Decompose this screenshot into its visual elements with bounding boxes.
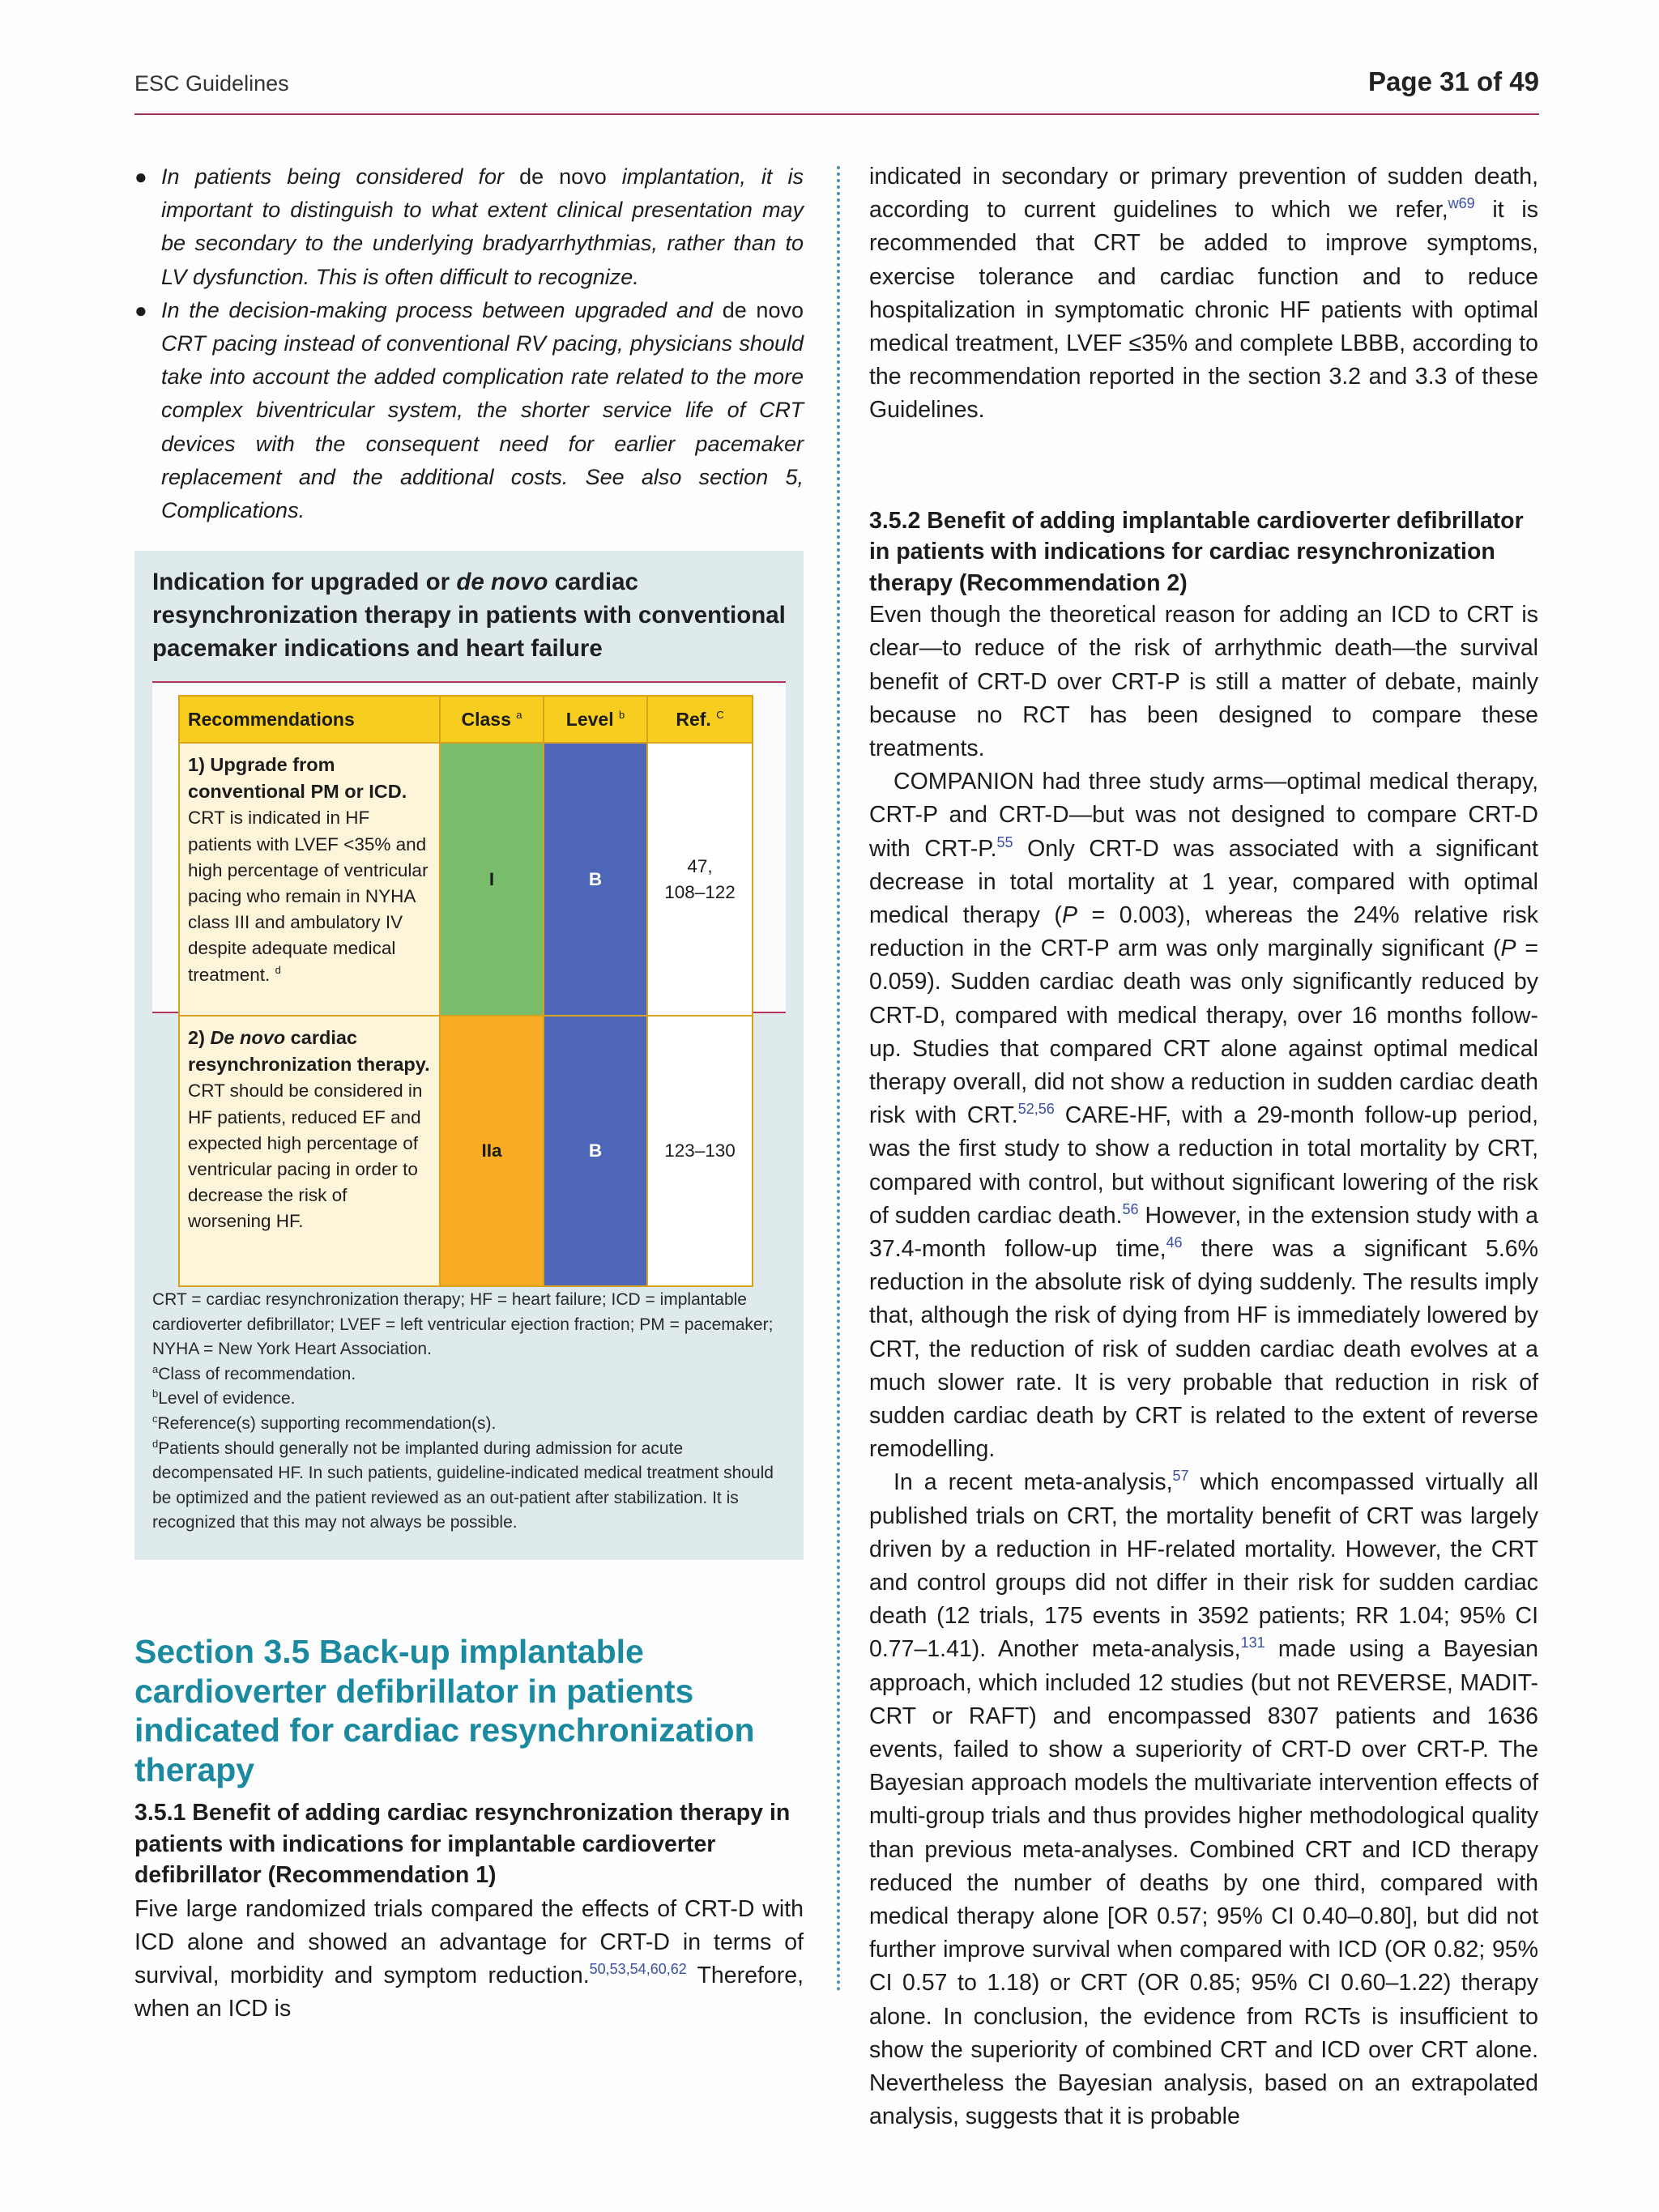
list-item: ● In patients being considered for de novo implantation, it is important to distinguish to what extent clinical presentation may be secondary to the underlying bradyarrhythmias, rather than to LV dysfunction. This is often difficult to recognize. [134, 160, 804, 294]
class-cell: IIa [440, 1016, 544, 1286]
bullet-icon: ● [134, 297, 147, 322]
box-divider [152, 681, 786, 683]
body-paragraph: indicated in secondary or primary prevention of sudden death, according to current guidelines to which we refer,$^{w69}$ it is recommended that CRT be added to improve symptoms, exercise tolerance and cardiac function and to reduce hospitalization in symptomatic chronic HF patients with optimal medical treatment, LVEF ≤35% and complete LBBB, according to the recommendation reported in the section 3.2 and 3.3 of these Guidelines. [869, 164, 1538, 424]
left-column [134, 160, 804, 527]
journal-name: ESC Guidelines [134, 71, 289, 96]
body-paragraph: In a recent meta-analysis,$^{57}$ which encompassed virtually all published trials on CRT, the mortality benefit of CRT was largely driven by a reduction in HF-related mortality. However, the CRT and control groups did not differ in their risk for sudden cardiac death (12 trials, 175 events in 3592 patients; RR 1.04; 95% CI 0.77–1.41). Another meta-analysis,$^{131}$ made using a Bayesian approach, which included 12 studies (but not REVERSE, MADIT-CRT or RAFT) and encompassed 8307 patients and 1636 events, failed to show a superiority of CRT-D over CRT-P. The Bayesian approach models the multivariate intervention effects of multi-group trials and thus provides higher methodological quality than previous meta-analyses. Combined CRT and ICD therapy reduced the number of deaths by one third, compared with medical therapy alone [OR 0.57; 95% CI 0.40–0.80], but did not further improve survival when compared with ICD (OR 0.82; 95% CI 0.57 to 1.18) or CRT (OR 0.85; 95% CI 0.60–1.22) therapy alone. In conclusion, the evidence from RCTs is insufficient to show the superiority of combined CRT and ICD over CRT alone. Nevertheless the Bayesian analysis, based on an extrapolated analysis, suggests that it is probable [869, 1468, 1538, 2130]
level-cell: B [544, 743, 647, 1016]
subsection-heading: 3.5.2 Benefit of adding implantable cardioverter defibrillator in patients with indications for cardiac resynchronization therapy (Recommendation 2) [869, 507, 1524, 596]
recommendation-text: 2) De novo cardiac resynchronization therapy. CRT should be considered in HF patients, reduced EF and expected high percentage of ventricular pacing in order to decrease the risk of worsening HF. [179, 1016, 440, 1286]
ref-cell: 47, 108–122 [647, 743, 753, 1016]
subsection-3-5-1 [134, 1797, 804, 2026]
bullet-list [134, 160, 804, 527]
citation-link[interactable]: w69 [1448, 195, 1475, 212]
box-title: Indication for upgraded or de novo cardiac resynchronization therapy in patients with conventional pacemaker indications and heart failure [152, 569, 786, 662]
ref-cell: 123–130 [647, 1016, 753, 1286]
citation-link[interactable]: 52,56 [1017, 1101, 1055, 1118]
running-header [134, 66, 1539, 115]
class-cell: I [440, 743, 544, 1016]
bullet-icon: ● [134, 164, 147, 189]
footnote-b: $^b$Level of evidence. [152, 1387, 296, 1409]
header-class: Class $^a$ [440, 696, 544, 743]
citation-link[interactable]: 55 [996, 833, 1013, 850]
table-header-row [179, 696, 753, 743]
footnote-a: $^a$Class of recommendation. [152, 1362, 356, 1383]
citation-link[interactable]: 131 [1240, 1634, 1265, 1652]
table-footnotes [152, 1288, 792, 1536]
citation-link[interactable]: 50,53,54,60,62 [589, 1960, 687, 1977]
body-paragraph: Even though the theoretical reason for adding an ICD to CRT is clear—to reduce of the risk of arrhythmic death—the survival benefit of CRT-D over CRT-P is still a matter of debate, mainly because no RCT has been designed to compare these treatments. [869, 602, 1538, 761]
recommendation-table [178, 695, 753, 1287]
footnote-d: $^d$Patients should generally not be implanted during admission for acute decompensated HF. In such patients, guideline-indicated medical treatment should be optimized and the patient reviewed as an out-patient after stabilization. It is recognized that this may not always be possible. [152, 1437, 774, 1532]
citation-link[interactable]: 57 [1172, 1468, 1189, 1485]
list-item: ● In the decision-making process between upgraded and de novo CRT pacing instead of conventional RV pacing, physicians should take into account the added complication rate related to the more complex biventricular system, the shorter service life of CRT devices with the consequent need for earlier pacemaker replacement and the additional costs. See also section 5, Complications. [134, 294, 804, 527]
citation-link[interactable]: 56 [1122, 1200, 1139, 1217]
citation-link[interactable]: 46 [1166, 1234, 1183, 1251]
footnote-abbreviations: CRT = cardiac resynchronization therapy; HF = heart failure; ICD = implantable cardioverter defibrillator; LVEF = left ventricular ejection fraction; PM = pacemaker; NYHA = New York Heart Association. [152, 1290, 774, 1359]
body-paragraph: COMPANION had three study arms—optimal medical therapy, CRT-P and CRT-D—but was not designed to compare CRT-D with CRT-P.$^{55}$ Only CRT-D was associated with a significant decrease in total mortality at 1 year, compared with optimal medical therapy (P = 0.003), whereas the 24% relative risk reduction in the CRT-P arm was only marginally significant (P = 0.059). Sudden cardiac death was only significantly reduced by CRT-D, compared with medical therapy, over 16 months follow-up. Studies that compared CRT alone against optimal medical therapy overall, did not show a reduction in sudden cardiac death risk with CRT.$^{52,56}$ CARE-HF, with a 29-month follow-up period, was the first study to show a reduction in total mortality by CRT, compared with control, but without significant lowering of the risk of sudden cardiac death.$^{56}$ However, in the extension study with a 37.4-month follow-up time,$^{46}$ there was a significant 5.6% reduction in the absolute risk of dying suddenly. The results imply that, although the risk of dying from HF is immediately lowered by CRT, the reduction of risk of sudden cardiac death evolves at a much slower rate. It is very probable that reduction in risk of sudden cardiac death by CRT is related to the extent of reverse remodelling. [869, 769, 1538, 1463]
level-cell: B [544, 1016, 647, 1286]
body-paragraph: Five large randomized trials compared the effects of CRT-D with ICD alone and showed an advantage for CRT-D in terms of survival, morbidity and symptom reduction.$^{50,53,54,60,62}$ Therefore, when an ICD is [134, 1895, 804, 2022]
header-ref: Ref. $^C$ [647, 696, 753, 743]
header-recommendations: Recommendations [179, 696, 440, 743]
table-row [179, 1016, 753, 1286]
header-level: Level $^b$ [544, 696, 647, 743]
page-number: Page 31 of 49 [1368, 66, 1539, 96]
footnote-c: $^c$Reference(s) supporting recommendation(s). [152, 1412, 497, 1433]
recommendation-text: 1) Upgrade from conventional PM or ICD. CRT is indicated in HF patients with LVEF <35% and high percentage of ventricular pacing who remain in NYHA class III and ambulatory IV despite adequate medical treatment. $^d$ [179, 743, 440, 1016]
recommendation-box [134, 551, 804, 1560]
table-row [179, 743, 753, 1016]
subsection-heading: 3.5.1 Benefit of adding cardiac resynchronization therapy in patients with indications for implantable cardioverter defibrillator (Recommendation 1) [134, 1800, 791, 1888]
column-divider [837, 166, 840, 1993]
section-title: Section 3.5 Back-up implantable cardioverter defibrillator in patients indicated for cardiac resynchronization therapy [134, 1633, 755, 1788]
right-column [869, 160, 1538, 2133]
